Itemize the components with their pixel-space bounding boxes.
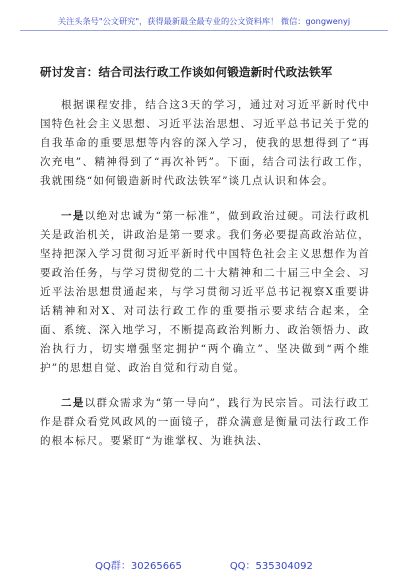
section-paragraph-1	[40, 207, 370, 378]
section-text: 以绝对忠诚为“第一标准”，做到政治过硬。司法行政机关是政治机关，讲政治是第一要求。我们务必要提高政治站位，坚持把深入学习贯彻习近平新时代中国特色社会主义思想作为首要政治任务，与学习贯彻党的二十大精神和二十届三中全会、习近平法治思想贯通起来，与学习贯彻习近平总书记视察X重要讲话精神和对X、对司法行政工作的重要指示要求结合起来，全面、系统、深入地学习，不断提高政治判断力、政治领悟力、政治执行力，切实增强坚定拥护“两个确立”、坚决做到“两个维护”的思想自觉、政治自觉和行动自觉。	[40, 210, 370, 374]
footer-qq-group: QQ群：30265665	[95, 561, 182, 572]
section-text: 以群众需求为“第一导向”，践行为民宗旨。司法行政工作是群众看党风政风的一面镜子，群众满意是衡量司法行政工作的根本标尺。要紧盯“为谁掌权、为谁执法、	[40, 397, 370, 447]
section-lead: 二是	[61, 397, 85, 409]
footer	[20, 557, 388, 572]
intro-paragraph: 根据课程安排，结合这3天的学习，通过对习近平新时代中国特色社会主义思想、习近平法治思想、习近平总书记关于党的自我革命的重要思想等内容的深入学习，使我的思想得到了“再次充电”、精神得到了“再次补钙”。下面，结合司法行政工作，我就围绕“如何锻造新时代政法铁军”谈几点认识和体会。	[40, 99, 370, 187]
header-banner: 关注头条号"公文研究"，获得最新最全最专业的公文资料库！ 微信：gongwenyj	[20, 14, 388, 31]
section-paragraph-2	[40, 394, 370, 451]
document-body	[40, 96, 370, 467]
section-lead: 一是	[61, 210, 85, 222]
document-title: 研讨发言：结合司法行政工作谈如何锻造新时代政法铁军	[40, 65, 333, 79]
footer-qq: QQ：535304092	[229, 561, 313, 572]
